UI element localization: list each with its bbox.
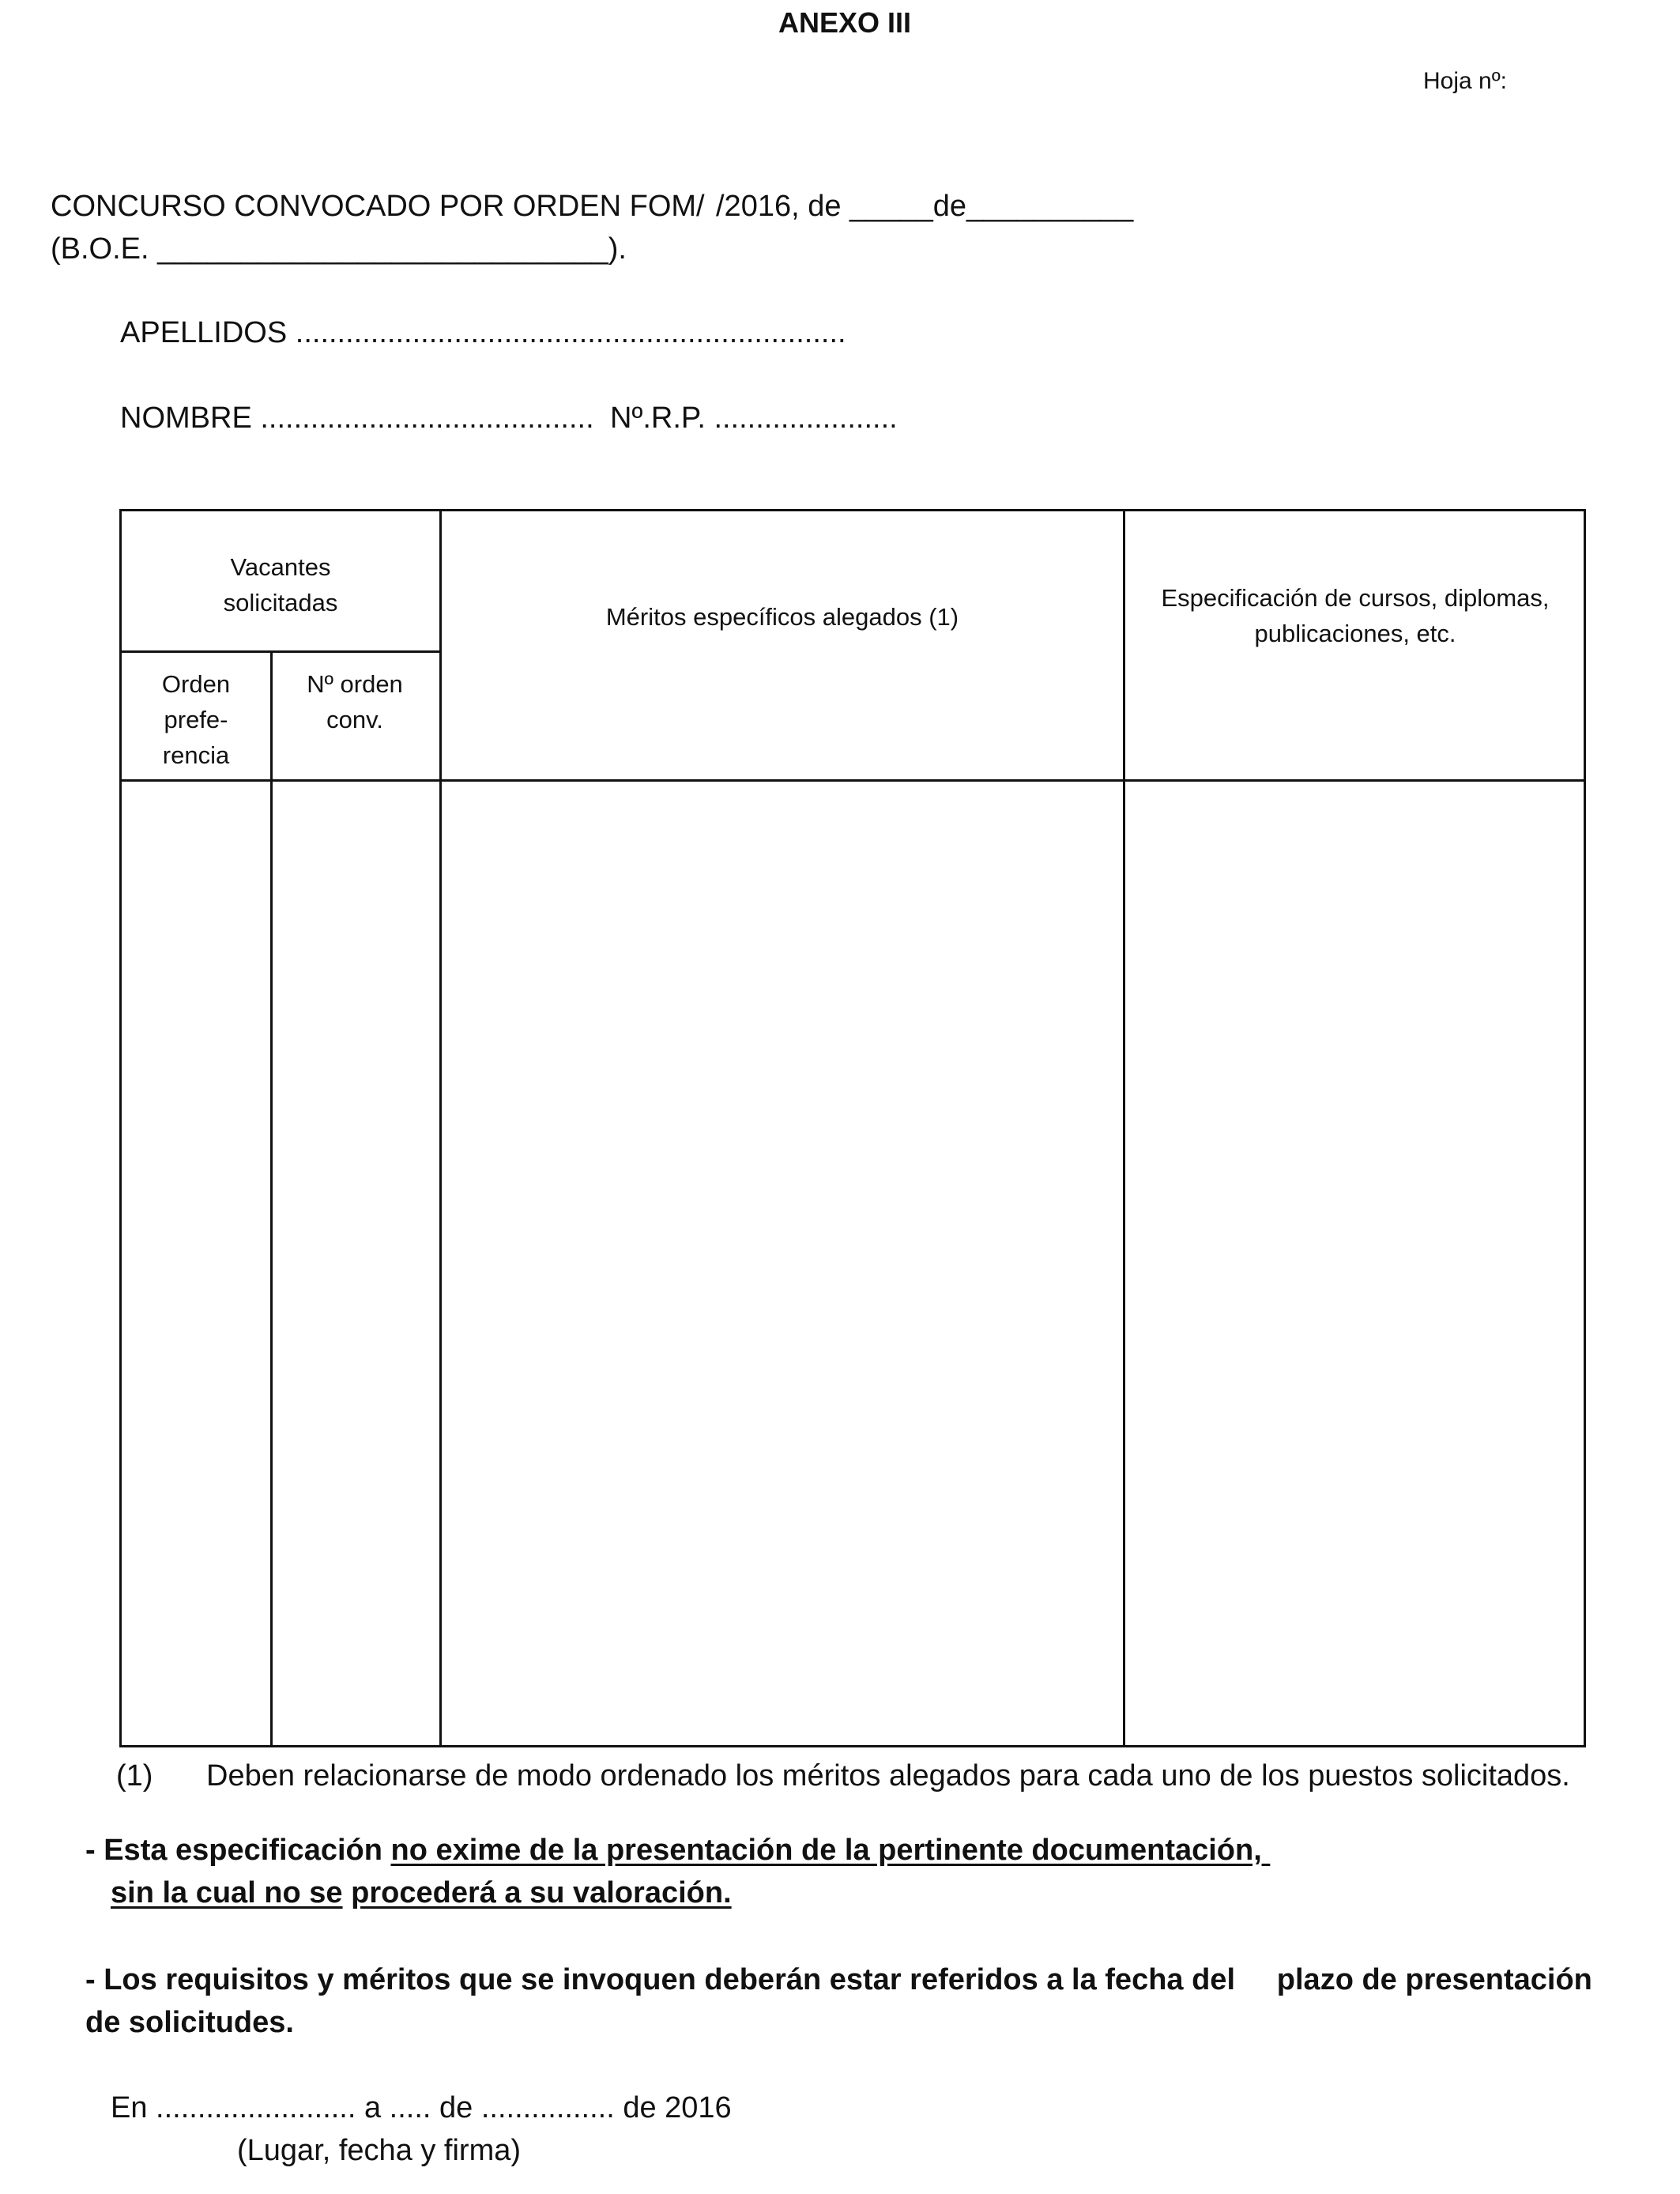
column-divider-3 xyxy=(1123,509,1125,1747)
footnote-text: Deben relacionarse de modo ordenado los méritos alegados para cada uno de los puestos solicitados. xyxy=(206,1759,1570,1793)
note-1-underlined-2: sin la cual no se xyxy=(111,1876,343,1909)
n-orden-conv-header: Nº orden conv. xyxy=(307,670,403,733)
note-2-line-2: de solicitudes. xyxy=(85,2006,294,2039)
table-top-border xyxy=(119,509,1586,511)
orden-preferencia-header: Orden prefe- rencia xyxy=(161,670,231,769)
note-1-underlined: no exime de la presentación de la pertinente documentación, xyxy=(390,1834,1271,1867)
concurso-line-2: (B.O.E. ___________________________). xyxy=(51,232,627,266)
note-1-line-2 xyxy=(111,1876,732,1910)
table-header-separator xyxy=(119,779,1586,782)
note-1-line-1 xyxy=(85,1834,1270,1868)
note-1-space xyxy=(343,1876,352,1909)
concurso-line-1a: CONCURSO CONVOCADO POR ORDEN FOM/ xyxy=(51,190,705,223)
table-left-border xyxy=(119,509,122,1747)
sheet-number-label: Hoja nº: xyxy=(1423,68,1508,94)
nrp-field: Nº.R.P. ...................... xyxy=(610,401,898,435)
signature-caption: (Lugar, fecha y firma) xyxy=(237,2134,522,2167)
especificacion-header: Especificación de cursos, diplomas, publicaciones, etc. xyxy=(1161,584,1550,647)
place-date-line: En ........................ a ..... de ................ de 2016 xyxy=(111,2091,732,2124)
nombre-field: NOMBRE ........................................ xyxy=(120,401,594,435)
note-2-line-1: - Los requisitos y méritos que se invoquen deberán estar referidos a la fecha del plazo de presentación xyxy=(85,1963,1592,1996)
meritos-header: Méritos específicos alegados (1) xyxy=(605,603,959,631)
column-divider-1 xyxy=(270,650,273,1747)
table-bottom-border xyxy=(119,1745,1586,1747)
note-1-underlined-3: procederá a su valoración. xyxy=(351,1876,732,1909)
document-title: ANEXO III xyxy=(778,6,912,39)
apellidos-field: APELLIDOS .................................................................. xyxy=(120,316,846,349)
concurso-line-1b: /2016, de _____de__________ xyxy=(716,190,1134,223)
table-right-border xyxy=(1584,509,1586,1747)
column-divider-2 xyxy=(439,509,442,1747)
vacantes-header: Vacantes solicitadas xyxy=(223,553,338,616)
note-1-prefix: - Esta especificación xyxy=(85,1834,391,1867)
footnote-marker: (1) xyxy=(116,1759,153,1793)
vacantes-subheader-separator xyxy=(119,650,442,653)
